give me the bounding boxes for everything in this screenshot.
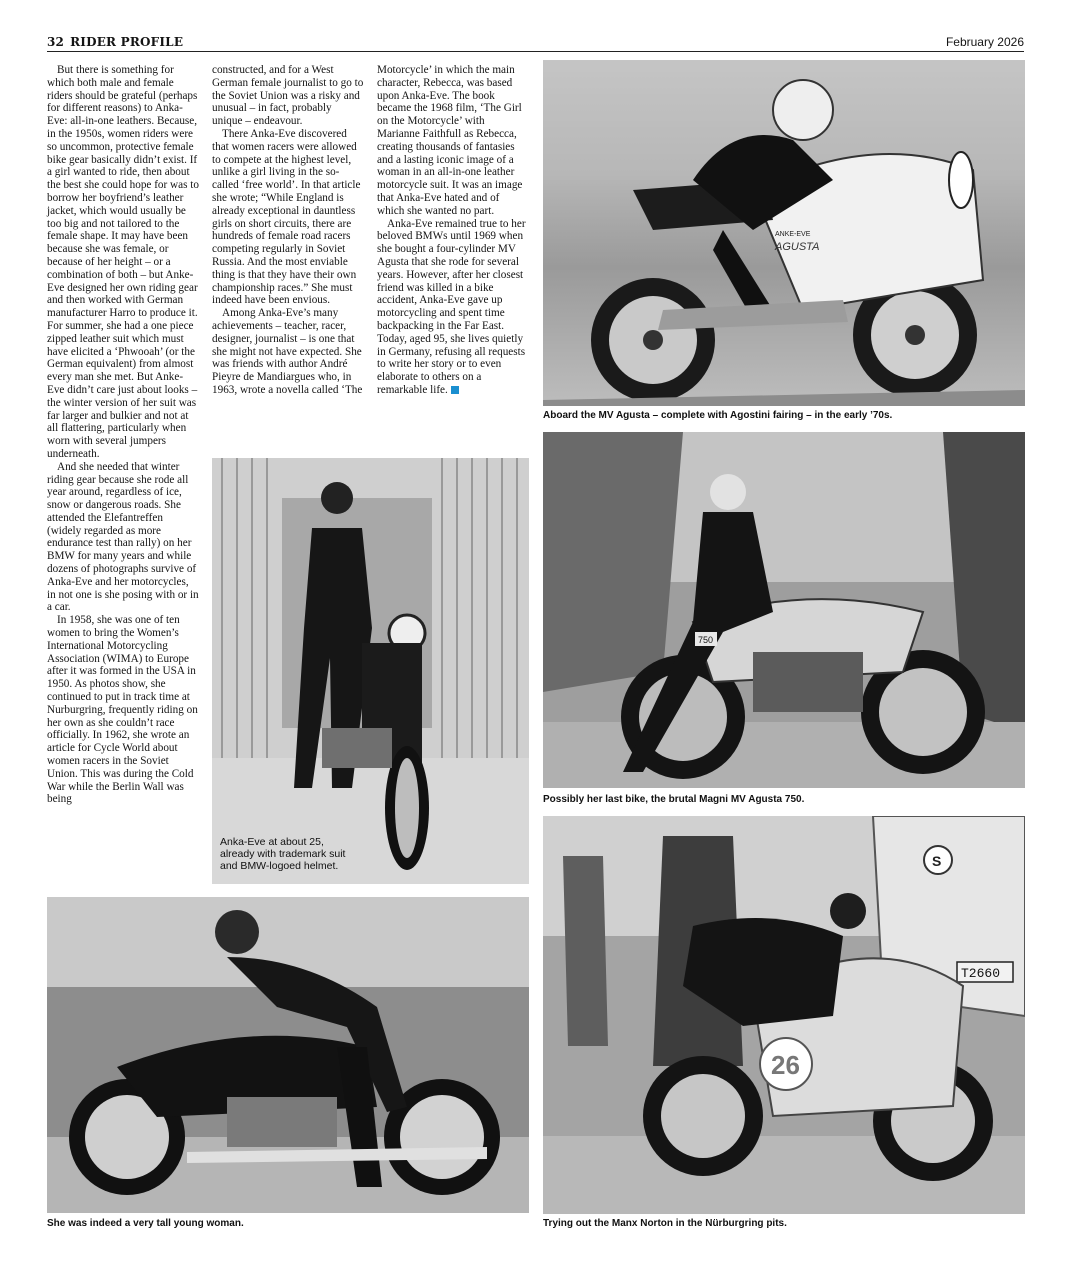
paragraph — [377, 218, 529, 397]
photo-manx — [543, 816, 1025, 1214]
garage-image — [212, 458, 529, 884]
photo-mv-agusta — [543, 60, 1025, 406]
caption-manx: Trying out the Manx Norton in the Nürburgring pits. — [543, 1218, 787, 1229]
van-sign: S — [932, 853, 942, 869]
fairing-text-2: AGUSTA — [775, 241, 820, 253]
paragraph: But there is something for which both male and female riders should be grateful (perhaps for different reasons) to Anka-Eve: all-in-one leathers. Because, in the 1950s, women riders were so uncommon, protective female bike gear basically didn’t exist. If a girl wanted to ride, then about the best she could hope for was to borrow her boyfriend’s leather jacket, which would usually be too big and not tailored to the female shape. It may have been because she was female, or because of her height – or a combination of both – but Anke-Eve designed her own riding gear and then worked with German manufacturer Harro to produce it. For summer, she had a one piece zipped leather suit which must have elicited a ‘Phwooah’ (or the German equivalent) from almost every man she met. But Anke-Eve didn’t care just about looks – the winter version of her suit was far larger and bulkier and not at all flattering, particularly when worn with several jumpers underneath. — [47, 64, 199, 460]
manx-image — [543, 816, 1025, 1214]
paragraph: constructed, and for a West German female journalist to go to the Soviet Union was a risky and unusual – in fact, probably unique – endeavour. — [212, 64, 364, 128]
caption-magni: Possibly her last bike, the brutal Magni MV Agusta 750. — [543, 794, 805, 805]
paragraph: There Anka-Eve discovered that women racers were allowed to compete at the highest level, unlike a girl living in the so-called ‘free world’. In that article she wrote; “While England is already exceptional in dauntless girls on short circuits, there are hundreds of female road racers competing regularly in Soviet Russia. And the most enviable thing is that they have their own championship races.” She must indeed have been envious. — [212, 127, 361, 307]
paragraph: And she needed that winter riding gear because she rode all year around, regardless of ice, snow or dangerous roads. She attended the Elefantreffen (widely regarded as more endurance test than rally) on her BMW for many years and while dozens of photographs survive of Anka-Eve and her motorcycles, in not one is she posing with or in a car. — [47, 460, 199, 614]
magni-badge: 750 — [698, 635, 714, 645]
header-left — [47, 35, 183, 49]
number-plate: T2660 — [961, 966, 1001, 981]
photo-magni — [543, 432, 1025, 788]
article-column-1 — [47, 64, 199, 806]
mv-agusta-image — [543, 60, 1025, 406]
page-header — [47, 33, 1024, 52]
end-of-article-mark — [451, 386, 459, 394]
photo-garage — [212, 458, 529, 884]
page-number: 32 — [47, 35, 65, 49]
article-column-3 — [377, 64, 529, 397]
final-paragraph-text: Anka-Eve remained true to her beloved BMWs until 1969 when she bought a four-cylinder MV Agusta that she rode for several years. However, after her closest friend was killed in a bike accident, Anka-Eve gave up motorcycling and spent time backpacking in the Far East. Today, aged 95, she lives quietly in Germany, refusing all requests to write her story or to even elaborate to others on a remarkable life. — [377, 217, 526, 396]
bmw-lean-image — [47, 897, 529, 1213]
caption-garage: Anka-Eve at about 25, already with trademark suit and BMW-logoed helmet. — [220, 836, 346, 872]
paragraph: Among Anka-Eve’s many achievements – teacher, racer, designer, journalist – is one that she might not have expected. She was friends with author André Pieyre de Mandiargues who, in 1963, wrote a novella called ‘The — [212, 307, 363, 396]
issue-date: February 2026 — [945, 35, 1024, 49]
race-number: 26 — [771, 1050, 800, 1080]
caption-mv-agusta: Aboard the MV Agusta – complete with Agostini fairing – in the early ’70s. — [543, 410, 893, 421]
photo-bmw-lean — [47, 897, 529, 1213]
paragraph: Motorcycle’ in which the main character, Rebecca, was based upon Anka-Eve. The book became the 1968 film, ‘The Girl on the Motorcycle’ with Marianne Faithfull as Rebecca, creating thousands of fantasies and a lasting iconic image of a woman in an all-in-one leather motorcycle suit. It was an image that Anka-Eve hated and of which she wanted no part. — [377, 64, 523, 217]
article-column-2 — [212, 64, 364, 397]
paragraph: In 1958, she was one of ten women to bring the Women’s International Motorcycling Association (WIMA) to Europe after it was formed in the USA in 1950. As photos show, she continued to put in track time at Nurburgring, frequently riding on her own as she couldn’t race officially. In 1962, she wrote an article for Cycle World about women racers in the Soviet Union. This was during the Cold War while the Berlin Wall was being — [47, 614, 198, 806]
section-title: RIDER PROFILE — [70, 35, 184, 49]
caption-bmw-lean: She was indeed a very tall young woman. — [47, 1218, 244, 1229]
fairing-text-1: ANKE-EVE — [775, 231, 811, 238]
magni-image — [543, 432, 1025, 788]
